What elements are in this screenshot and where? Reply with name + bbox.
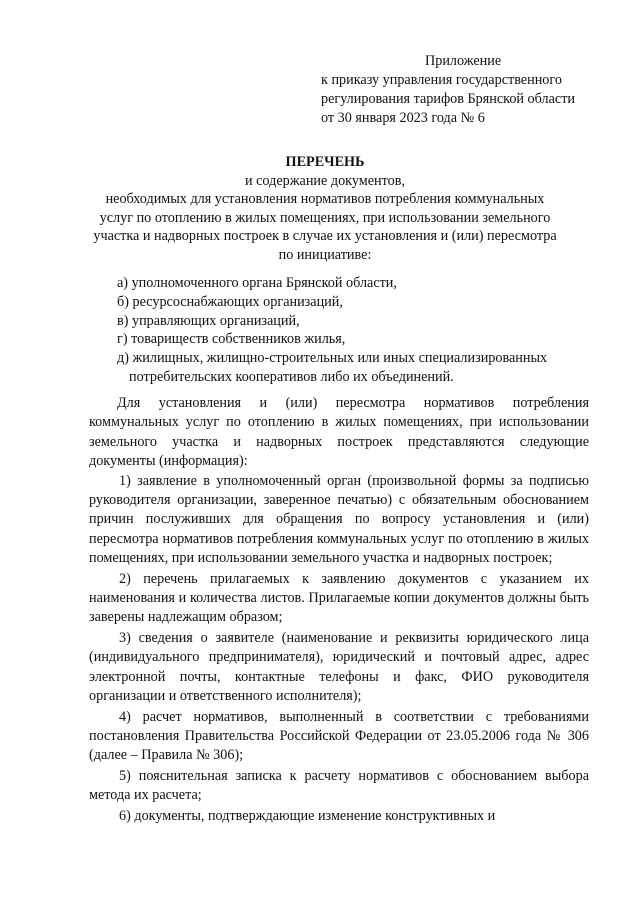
document-body <box>89 394 589 826</box>
document-title: ПЕРЕЧЕНЬ <box>285 154 365 170</box>
list-item: в) управляющих организаций, <box>117 312 300 329</box>
document-item-1: 1) заявление в уполномоченный орган (произвольной формы за подписью руководителя организации, заверенное печатью) с обязательным обоснованием причин послуживших для обращения по вопросу установления и (или) пересмотра нормативов потребления коммунальных услуг по отоплению в жилых помещениях, при использовании земельного участка и надворных построек; <box>89 472 589 567</box>
list-item: д) жилищных, жилищно-строительных или иных специализированных <box>117 350 548 367</box>
appendix-date-line: от 30 января 2023 года № 6 <box>321 110 485 126</box>
appendix-authority-line: регулирования тарифов Брянской области <box>321 91 575 107</box>
heading-line: необходимых для установления нормативов потребления коммунальных <box>105 191 545 208</box>
appendix-block <box>321 52 621 128</box>
heading-line: и содержание документов, <box>245 172 405 189</box>
list-item-continuation: потребительских кооперативов либо их объединений. <box>129 368 454 385</box>
appendix-order-line: к приказу управления государственного <box>321 72 562 88</box>
document-heading <box>90 153 560 265</box>
document-item-3: 3) сведения о заявителе (наименование и реквизиты юридического лица (индивидуального предпринимателя), юридический и почтовый адрес, адрес электронной почты, контактные телефоны и факс, ФИО руководителя организации и ответственного исполнителя); <box>89 629 589 705</box>
list-item: г) товариществ собственников жилья, <box>117 331 346 348</box>
list-item: б) ресурсоснабжающих организаций, <box>117 293 343 310</box>
initiators-list <box>117 274 597 387</box>
intro-paragraph: Для установления и (или) пересмотра нормативов потребления коммунальных услуг по отоплению в жилых помещениях, при использовании земельного участка и надворных построек представляются следующие документы (информация): <box>89 395 589 470</box>
document-item-6: 6) документы, подтверждающие изменение конструктивных и <box>119 807 496 824</box>
document-item-5: 5) пояснительная записка к расчету нормативов с обоснованием выбора метода их расчета; <box>89 767 589 804</box>
document-item-2: 2) перечень прилагаемых к заявлению документов с указанием их наименования и количества листов. Прилагаемые копии документов должны быть заверены надлежащим образом; <box>89 570 589 626</box>
heading-line: участка и надворных построек в случае их установления и (или) пересмотра <box>93 228 557 245</box>
heading-line: услуг по отоплению в жилых помещениях, при использовании земельного <box>99 209 551 226</box>
appendix-title: Приложение <box>425 53 502 69</box>
document-item-4: 4) расчет нормативов, выполненный в соответствии с требованиями постановления Правительства Российской Федерации от 23.05.2006 года № 306 (далее – Правила № 306); <box>89 708 589 764</box>
list-item: а) уполномоченного органа Брянской области, <box>117 275 397 291</box>
heading-line: по инициативе: <box>278 246 372 263</box>
